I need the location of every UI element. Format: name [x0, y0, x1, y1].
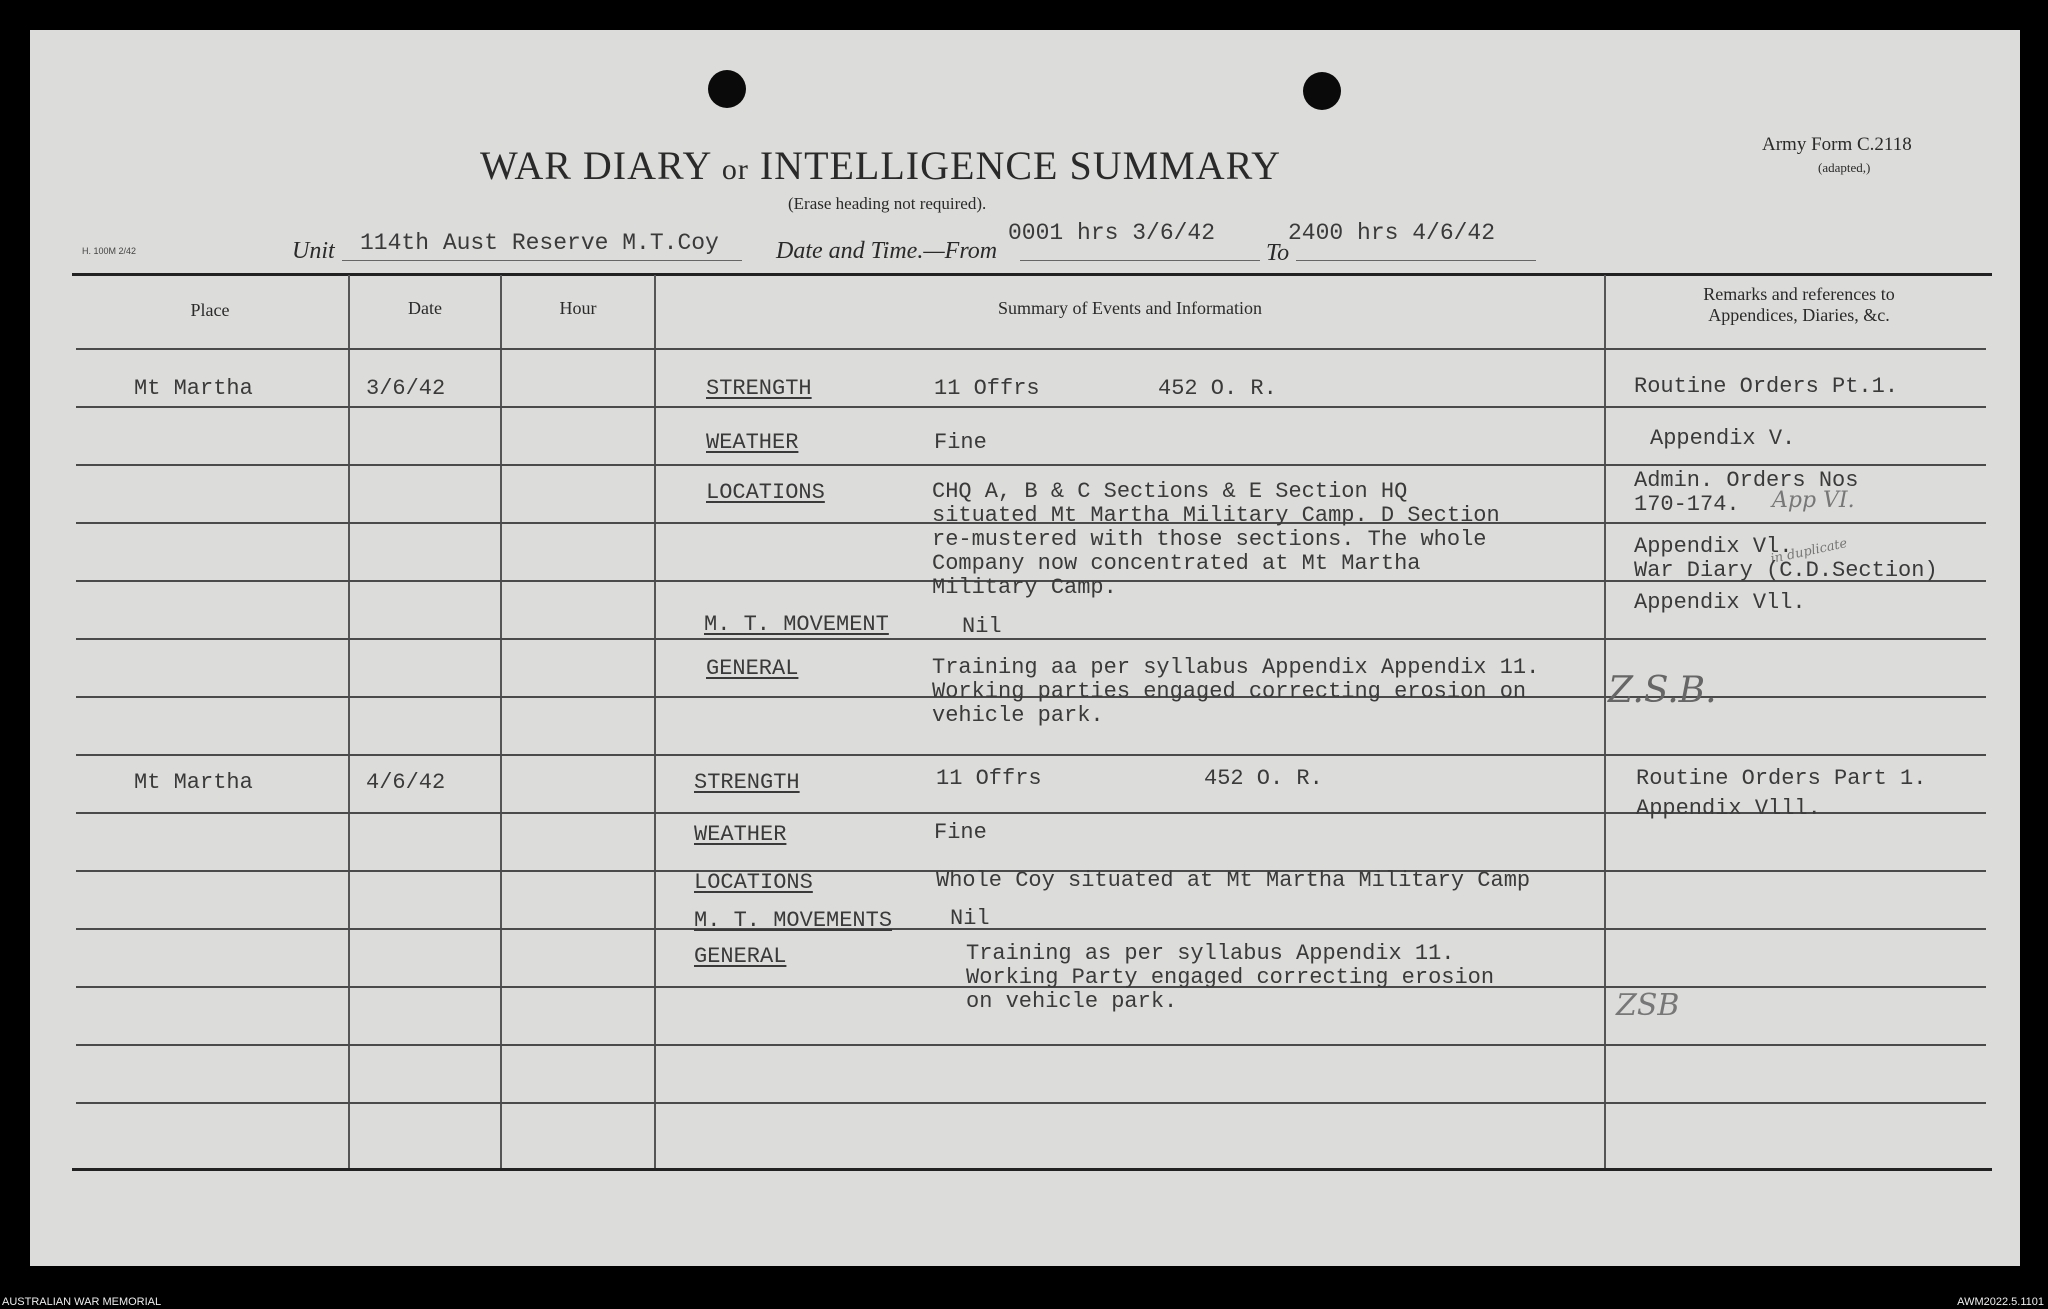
col-header-summary: Summary of Events and Information: [998, 298, 1262, 318]
day2-locations-label: LOCATIONS: [694, 870, 813, 895]
to-rule: [1296, 260, 1536, 261]
day1-locations-line: CHQ A, B & C Sections & E Section HQ: [932, 479, 1408, 504]
row-rule: [76, 928, 1986, 930]
day2-mt-label: M. T. MOVEMENTS: [694, 908, 893, 933]
form-title: [480, 142, 1281, 189]
day1-remark-appendix-v: Appendix V.: [1650, 426, 1796, 451]
table-bottom-rule: [72, 1168, 1992, 1171]
day1-general-line: vehicle park.: [932, 703, 1104, 728]
col-divider-1: [348, 275, 350, 1168]
day2-initials-signature: ZSB: [1616, 988, 1680, 1023]
col-header-remarks: [1606, 284, 1992, 326]
diary-sheet: [30, 30, 2020, 1266]
footer-accession-number: AWM2022.5.1101: [1957, 1296, 2044, 1308]
row-rule: [76, 1044, 1986, 1046]
row-rule: [76, 406, 1986, 408]
day1-remark-war-diary: War Diary (C.D.Section): [1634, 558, 1938, 583]
date-label: Date and Time.—From: [776, 238, 998, 264]
day1-mt: Nil: [962, 614, 1002, 639]
unit-rule: [342, 260, 742, 261]
day1-locations: [932, 480, 1500, 600]
row-rule: [76, 638, 1986, 640]
title-or: or: [721, 153, 749, 186]
day1-initials-signature: Z.S.B.: [1608, 670, 1717, 711]
remarks-header-line-1: Remarks and references to: [1703, 284, 1895, 304]
remarks-header-line-2: Appendices, Diaries, &c.: [1708, 305, 1890, 325]
day2-date: 4/6/42: [366, 770, 446, 795]
day1-date: 3/6/42: [366, 376, 446, 401]
day1-strength-offrs: 11 Offrs: [934, 376, 1040, 401]
day2-general-label: GENERAL: [694, 944, 787, 969]
day1-locations-label: LOCATIONS: [706, 480, 825, 505]
day2-general-line: Training as per syllabus Appendix 11.: [966, 941, 1455, 966]
title-main: WAR DIARY: [480, 143, 711, 188]
day1-remark-admin-orders: Admin. Orders Nos: [1634, 468, 1859, 493]
day2-strength-offrs: 11 Offrs: [936, 766, 1042, 791]
adapted-note: (adapted,): [1818, 160, 1871, 175]
day2-mt: Nil: [950, 906, 990, 931]
day1-weather-label: WEATHER: [706, 430, 799, 455]
day1-remark-appendix-vii: Appendix Vll.: [1634, 590, 1806, 615]
day1-general-line: Training aa per syllabus Appendix Appendix 11.: [932, 655, 1540, 680]
row-rule: [76, 464, 1986, 466]
day1-remark-handwritten-duplicate: in duplicate: [1769, 536, 1849, 567]
punch-hole-right: [1303, 72, 1341, 110]
day1-weather: Fine: [934, 430, 987, 455]
day1-locations-line: situated Mt Martha Military Camp. D Section: [932, 503, 1500, 528]
day2-locations: Whole Coy situated at Mt Martha Military Camp: [936, 868, 1531, 893]
row-rule: [76, 1102, 1986, 1104]
day1-mt-label: M. T. MOVEMENT: [704, 612, 889, 637]
day1-strength-or: 452 O. R.: [1158, 376, 1277, 401]
table-top-rule: [72, 273, 1992, 276]
day2-remark-appendix-viii: Appendix Vlll.: [1636, 796, 1821, 821]
day1-locations-line: Company now concentrated at Mt Martha: [932, 551, 1421, 576]
army-form-number: Army Form C.2118: [1762, 134, 1912, 155]
day1-general: [932, 656, 1539, 728]
day2-remark-routine-orders: Routine Orders Part 1.: [1636, 766, 1927, 791]
to-value: 2400 hrs 4/6/42: [1288, 220, 1496, 246]
day2-strength-label: STRENGTH: [694, 770, 800, 795]
col-header-place: Place: [190, 300, 230, 320]
day1-locations-line: Military Camp.: [932, 575, 1117, 600]
from-rule: [1020, 260, 1260, 261]
day2-weather-label: WEATHER: [694, 822, 787, 847]
day2-general-line: on vehicle park.: [966, 989, 1178, 1014]
col-divider-3: [654, 275, 656, 1168]
day1-general-label: GENERAL: [706, 656, 799, 681]
day1-place: Mt Martha: [134, 376, 253, 401]
day1-remark-handwritten-app: App VI.: [1772, 488, 1855, 513]
day2-general-line: Working Party engaged correcting erosion: [966, 965, 1495, 990]
day1-remark-order-nos: 170-174.: [1634, 492, 1740, 517]
unit-label: Unit: [292, 238, 335, 264]
col-divider-2: [500, 275, 502, 1168]
header-rule: [76, 348, 1986, 350]
from-value: 0001 hrs 3/6/42: [1008, 220, 1216, 246]
unit-value: 114th Aust Reserve M.T.Coy: [360, 230, 719, 256]
day2-general: [966, 942, 1494, 1014]
to-label: To: [1266, 240, 1290, 266]
col-header-date: Date: [408, 298, 442, 318]
punch-hole-left: [708, 70, 746, 108]
day2-strength-or: 452 O. R.: [1204, 766, 1323, 791]
row-rule: [76, 754, 1986, 756]
footer-credit: AUSTRALIAN WAR MEMORIAL: [2, 1296, 162, 1308]
col-header-hour: Hour: [559, 298, 597, 318]
erase-note: (Erase heading not required).: [788, 194, 987, 213]
day1-locations-line: re-mustered with those sections. The whole: [932, 527, 1487, 552]
print-code: H. 100M 2/42: [82, 246, 137, 256]
col-divider-4: [1604, 275, 1606, 1168]
day1-general-line: Working parties engaged correcting erosion on: [932, 679, 1527, 704]
day1-strength-label: STRENGTH: [706, 376, 812, 401]
day2-place: Mt Martha: [134, 770, 253, 795]
title-sub: INTELLIGENCE SUMMARY: [759, 143, 1281, 188]
day1-remark-routine-orders: Routine Orders Pt.1.: [1634, 374, 1899, 399]
day2-weather: Fine: [934, 820, 987, 845]
day1-remark-appendix-vi: Appendix Vl.: [1634, 534, 1793, 559]
